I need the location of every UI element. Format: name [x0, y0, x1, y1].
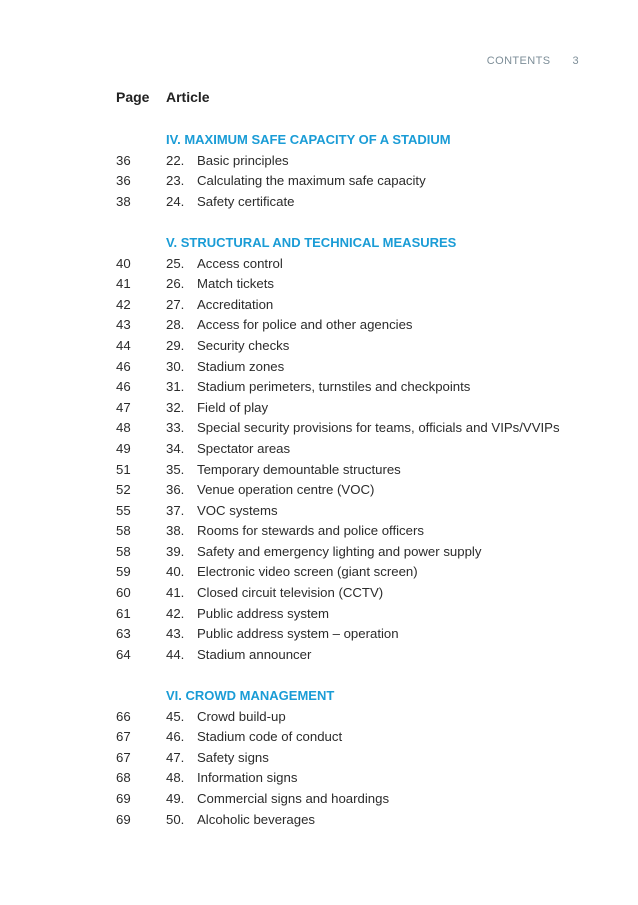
entry-article-number: 34. — [166, 440, 185, 456]
entry-page-number: 52 — [116, 482, 131, 498]
entry-article-number: 23. — [166, 173, 185, 189]
section-gap — [116, 665, 586, 686]
toc-entry[interactable] — [116, 315, 586, 336]
toc-entry[interactable] — [116, 810, 586, 831]
entry-title: Security checks — [197, 337, 290, 353]
entry-title: Rooms for stewards and police officers — [197, 523, 424, 539]
entry-page-number: 46 — [116, 379, 131, 395]
entry-article-number: 29. — [166, 337, 185, 353]
toc-entry[interactable] — [116, 727, 586, 748]
entry-title: Electronic video screen (giant screen) — [197, 564, 418, 580]
entry-title: Stadium announcer — [197, 646, 312, 662]
toc-entry[interactable] — [116, 295, 586, 316]
entry-article-number: 28. — [166, 317, 185, 333]
entry-page-number: 60 — [116, 585, 131, 601]
entry-title: Crowd build-up — [197, 708, 286, 724]
entry-page-number: 59 — [116, 564, 131, 580]
entry-page-number: 66 — [116, 708, 131, 724]
entry-article-number: 38. — [166, 523, 185, 539]
entry-page-number: 48 — [116, 420, 131, 436]
entry-page-number: 36 — [116, 152, 131, 168]
toc-entry[interactable] — [116, 789, 586, 810]
toc-entry[interactable] — [116, 624, 586, 645]
entry-title: Information signs — [197, 770, 298, 786]
entry-page-number: 64 — [116, 646, 131, 662]
entry-page-number: 68 — [116, 770, 131, 786]
entry-title: Match tickets — [197, 276, 274, 292]
entry-title: Closed circuit television (CCTV) — [197, 585, 384, 601]
page-column-header: Page — [116, 89, 150, 105]
toc-entry[interactable] — [116, 707, 586, 728]
toc-entry[interactable] — [116, 562, 586, 583]
entry-article-number: 49. — [166, 791, 185, 806]
entry-title: Stadium zones — [197, 358, 285, 374]
entry-page-number: 67 — [116, 729, 131, 745]
entry-title: Safety and emergency lighting and power supply — [197, 543, 482, 559]
entry-article-number: 40. — [166, 564, 185, 580]
entry-page-number: 58 — [116, 543, 131, 559]
running-header — [487, 55, 579, 67]
toc-entry[interactable] — [116, 604, 586, 625]
entry-title: Temporary demountable structures — [197, 461, 401, 477]
entry-title: Safety signs — [197, 749, 269, 765]
entry-page-number: 49 — [116, 440, 131, 456]
entry-title: Public address system – operation — [197, 626, 399, 642]
entry-title: Spectator areas — [197, 440, 291, 456]
entry-article-number: 25. — [166, 255, 185, 271]
section-gap — [116, 212, 586, 233]
toc-entry[interactable] — [116, 521, 586, 542]
entry-title: Stadium perimeters, turnstiles and checkpoints — [197, 379, 471, 395]
section-title: VI. CROWD MANAGEMENT — [166, 688, 335, 704]
entry-title: Public address system — [197, 605, 329, 621]
entry-article-number: 45. — [166, 708, 185, 724]
toc-entry[interactable] — [116, 439, 586, 460]
toc-entry[interactable] — [116, 418, 586, 439]
toc-entry[interactable] — [116, 460, 586, 481]
toc-entry[interactable] — [116, 192, 586, 213]
toc-entry[interactable] — [116, 171, 586, 192]
entry-article-number: 24. — [166, 193, 185, 209]
entry-article-number: 46. — [166, 729, 185, 745]
toc-entry[interactable] — [116, 336, 586, 357]
toc-entry[interactable] — [116, 501, 586, 522]
toc-entry[interactable] — [116, 151, 586, 172]
entry-page-number: 42 — [116, 296, 131, 312]
toc-entry[interactable] — [116, 480, 586, 501]
toc-entry[interactable] — [116, 398, 586, 419]
toc-entry[interactable] — [116, 645, 586, 666]
table-of-contents — [116, 130, 586, 830]
entry-page-number: 36 — [116, 173, 131, 189]
entry-page-number: 58 — [116, 523, 131, 539]
toc-entry[interactable] — [116, 542, 586, 563]
entry-page-number: 46 — [116, 358, 131, 374]
entry-page-number: 38 — [116, 193, 131, 209]
entry-page-number: 67 — [116, 749, 131, 765]
entry-article-number: 41. — [166, 585, 185, 601]
entry-article-number: 31. — [166, 379, 185, 395]
entry-page-number: 55 — [116, 502, 131, 518]
entry-title: Field of play — [197, 399, 269, 415]
entry-article-number: 30. — [166, 358, 185, 374]
entry-article-number: 39. — [166, 543, 185, 559]
entry-article-number: 22. — [166, 152, 185, 168]
entry-article-number: 33. — [166, 420, 185, 436]
entry-title: Basic principles — [197, 152, 289, 168]
entry-article-number: 43. — [166, 626, 185, 642]
entry-page-number: 43 — [116, 317, 131, 333]
section-title: V. STRUCTURAL AND TECHNICAL MEASURES — [166, 234, 457, 250]
entry-title: Stadium code of conduct — [197, 729, 343, 745]
entry-article-number: 37. — [166, 502, 185, 518]
entry-page-number: 69 — [116, 811, 131, 827]
entry-title: Access control — [197, 255, 283, 271]
entry-article-number: 42. — [166, 605, 185, 621]
entry-article-number: 47. — [166, 749, 185, 765]
entry-article-number: 48. — [166, 770, 185, 786]
entry-page-number: 47 — [116, 399, 131, 415]
entry-title: Commercial signs and hoardings — [197, 791, 390, 806]
entry-title: Access for police and other agencies — [197, 317, 413, 333]
entry-page-number: 63 — [116, 626, 131, 642]
entry-title: Safety certificate — [197, 193, 295, 209]
page-number: 3 — [572, 55, 579, 67]
entry-page-number: 69 — [116, 791, 131, 806]
entry-page-number: 44 — [116, 337, 131, 353]
entry-article-number: 32. — [166, 399, 185, 415]
toc-entry[interactable] — [116, 357, 586, 378]
toc-entry[interactable] — [116, 748, 586, 769]
entry-title: Venue operation centre (VOC) — [197, 482, 375, 498]
toc-entry[interactable] — [116, 274, 586, 295]
toc-entry[interactable] — [116, 377, 586, 398]
entry-title: VOC systems — [197, 502, 278, 518]
entry-page-number: 41 — [116, 276, 131, 292]
toc-entry[interactable] — [116, 768, 586, 789]
toc-entry[interactable] — [116, 254, 586, 275]
entry-page-number: 61 — [116, 605, 131, 621]
section-title: IV. MAXIMUM SAFE CAPACITY OF A STADIUM — [166, 132, 451, 147]
entry-article-number: 50. — [166, 811, 185, 827]
entry-title: Alcoholic beverages — [197, 811, 316, 827]
entry-article-number: 27. — [166, 296, 185, 312]
entry-article-number: 36. — [166, 482, 185, 498]
entry-page-number: 51 — [116, 461, 131, 477]
entry-page-number: 40 — [116, 255, 131, 271]
entry-title: Calculating the maximum safe capacity — [197, 173, 426, 189]
entry-article-number: 35. — [166, 461, 185, 477]
entry-title: Special security provisions for teams, officials and VIPs/VVIPs — [197, 420, 560, 436]
running-header-section: CONTENTS — [486, 55, 551, 67]
entry-article-number: 44. — [166, 646, 185, 662]
article-column-header: Article — [166, 89, 210, 105]
entry-title: Accreditation — [197, 296, 274, 312]
entry-article-number: 26. — [166, 276, 185, 292]
toc-entry[interactable] — [116, 583, 586, 604]
